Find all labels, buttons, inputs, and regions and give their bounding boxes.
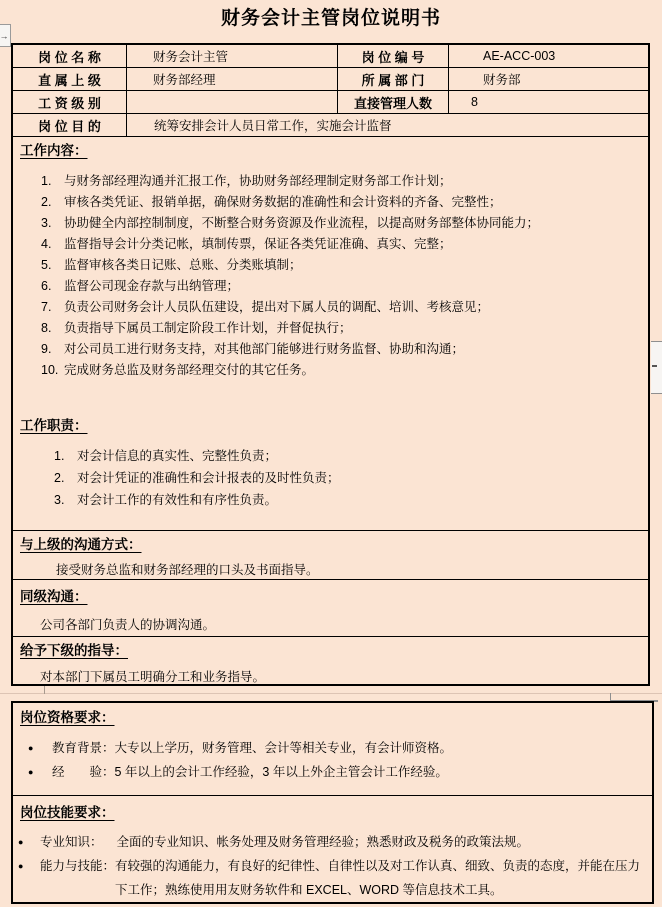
comm-superior-heading: 与上级的沟通方式：	[20, 537, 142, 552]
list-item	[13, 445, 640, 467]
section-comm-peer	[13, 580, 648, 637]
section-comm-subordinate	[13, 637, 648, 683]
page-break-line	[0, 693, 662, 694]
info-value-managed-count: 8	[449, 91, 648, 114]
list-item	[13, 489, 640, 511]
list-item	[13, 255, 640, 276]
item-text: 审核各类凭证、报销单据，确保财务数据的准确性和会计资料的齐备、完整性；	[64, 195, 502, 209]
item-text: 对会计信息的真实性、完整性负责；	[77, 449, 278, 463]
info-value-direct-superior: 财务部经理	[127, 68, 338, 91]
list-item	[13, 736, 644, 760]
item-number: 3.	[54, 493, 65, 507]
info-label-position-purpose: 岗 位 目 的	[13, 114, 127, 137]
item-text: 与财务部经理沟通并汇报工作，协助财务部经理制定财务部工作计划；	[64, 174, 452, 188]
list-item	[13, 276, 640, 297]
item-number: 6.	[41, 279, 52, 293]
item-text: 对公司员工进行财务支持，对其他部门能够进行财务监督、协助和沟通；	[64, 342, 465, 356]
list-item	[13, 760, 644, 784]
item-text: 监督审核各类日记账、总账、分类账填制；	[64, 258, 302, 272]
bullet-icon: ●	[18, 837, 24, 847]
scrollbar-thumb[interactable]	[651, 341, 662, 394]
job-description-table	[11, 43, 650, 686]
list-item	[13, 467, 640, 489]
skills-list	[13, 830, 644, 901]
item-text: 全面的专业知识、帐务处理及财务管理经验；熟悉财政及税务的政策法规。	[116, 835, 530, 849]
work-duty-list	[13, 445, 640, 511]
comm-peer-heading: 同级沟通：	[20, 589, 88, 604]
item-number: 3.	[41, 216, 52, 230]
info-label-salary-level: 工 资 级 别	[13, 91, 127, 114]
item-number: 1.	[41, 174, 52, 188]
section-skills	[13, 796, 652, 901]
list-item	[13, 213, 640, 234]
info-header-grid	[13, 45, 648, 137]
item-text: 监督指导会计分类记帐，填制传票，保证各类凭证准确、真实、完整；	[64, 237, 452, 251]
item-number: 10.	[41, 363, 59, 377]
info-value-salary-level	[127, 91, 338, 114]
comm-superior-text: 接受财务总监和财务部经理的口头及书面指导。	[56, 563, 319, 577]
work-duty-heading: 工作职责：	[20, 418, 88, 433]
info-label-managed-count: 直接管理人数	[338, 91, 449, 114]
bullet-icon: ●	[28, 743, 34, 753]
info-label-department: 所 属 部 门	[338, 68, 449, 91]
item-text: 负责指导下属员工制定阶段工作计划，并督促执行；	[64, 321, 352, 335]
item-number: 8.	[41, 321, 52, 335]
item-number: 7.	[41, 300, 52, 314]
section-comm-superior	[13, 531, 648, 580]
item-number: 9.	[41, 342, 52, 356]
item-number: 4.	[41, 237, 52, 251]
item-text: 教育背景：大专以上学历，财务管理、会计等相关专业，有会计师资格。	[52, 741, 453, 755]
bullet-icon: ●	[18, 861, 24, 871]
item-label: 能力与技能：	[40, 859, 116, 873]
comm-peer-text: 公司各部门负责人的协调沟通。	[40, 618, 216, 632]
gridline-tick	[44, 686, 45, 694]
item-text: 协助健全内部控制制度，不断整合财务资源及作业流程，以提高财务部整体协同能力；	[64, 216, 540, 230]
list-item	[13, 339, 640, 360]
item-number: 5.	[41, 258, 52, 272]
right-arrow-icon: →	[0, 30, 9, 41]
item-text: 对会计凭证的准确性和会计报表的及时性负责；	[77, 471, 340, 485]
section-qualifications	[13, 703, 652, 796]
work-content-heading: 工作内容：	[20, 143, 88, 158]
item-label: 专业知识：	[40, 835, 103, 849]
item-text: 负责公司财务会计人员队伍建设，提出对下属人员的调配、培训、考核意见；	[64, 300, 490, 314]
item-text: 完成财务总监及财务部经理交付的其它任务。	[64, 363, 315, 377]
list-item	[13, 192, 640, 213]
skills-heading: 岗位技能要求：	[20, 805, 115, 820]
list-item	[13, 234, 640, 255]
list-item	[13, 297, 640, 318]
comm-subordinate-heading: 给予下级的指导：	[20, 643, 128, 658]
bullet-icon: ●	[28, 767, 34, 777]
info-label-position-name: 岗 位 名 称	[13, 45, 127, 68]
qualifications-heading: 岗位资格要求：	[20, 710, 115, 725]
list-item	[13, 360, 640, 381]
page-title: 财务会计主管岗位说明书	[220, 8, 441, 29]
item-text: 经 验：5 年以上的会计工作经验，3 年以上外企主管会计工作经验。	[52, 765, 448, 779]
item-number: 2.	[41, 195, 52, 209]
info-label-position-code: 岗 位 编 号	[338, 45, 449, 68]
item-number: 2.	[54, 471, 65, 485]
info-value-department: 财务部	[449, 68, 648, 91]
list-item	[13, 171, 640, 192]
qualifications-list	[13, 736, 644, 784]
table-handle-icon[interactable]	[0, 24, 11, 47]
item-number: 1.	[54, 449, 65, 463]
list-item	[13, 830, 644, 854]
comm-subordinate-text: 对本部门下属员工明确分工和业务指导。	[40, 670, 266, 683]
section-work-content	[13, 137, 648, 531]
item-text: 有较强的沟通能力，有良好的纪律性、自律性以及对工作认真、细致、负责的态度，并能在压力下工作；熟练使用用友财务软件和 EXCEL、WORD 等信息技术工具。	[115, 859, 641, 897]
item-text: 监督公司现金存款与出纳管理；	[64, 279, 240, 293]
item-text: 对会计工作的有效性和有序性负责。	[77, 493, 278, 507]
requirements-table	[11, 701, 654, 904]
list-item	[13, 854, 644, 901]
list-item	[13, 318, 640, 339]
info-value-position-code: AE-ACC-003	[449, 45, 648, 68]
info-value-position-name: 财务会计主管	[127, 45, 338, 68]
info-value-position-purpose: 统筹安排会计人员日常工作，实施会计监督	[127, 114, 648, 137]
info-label-direct-superior: 直 属 上 级	[13, 68, 127, 91]
work-content-list	[13, 171, 640, 381]
